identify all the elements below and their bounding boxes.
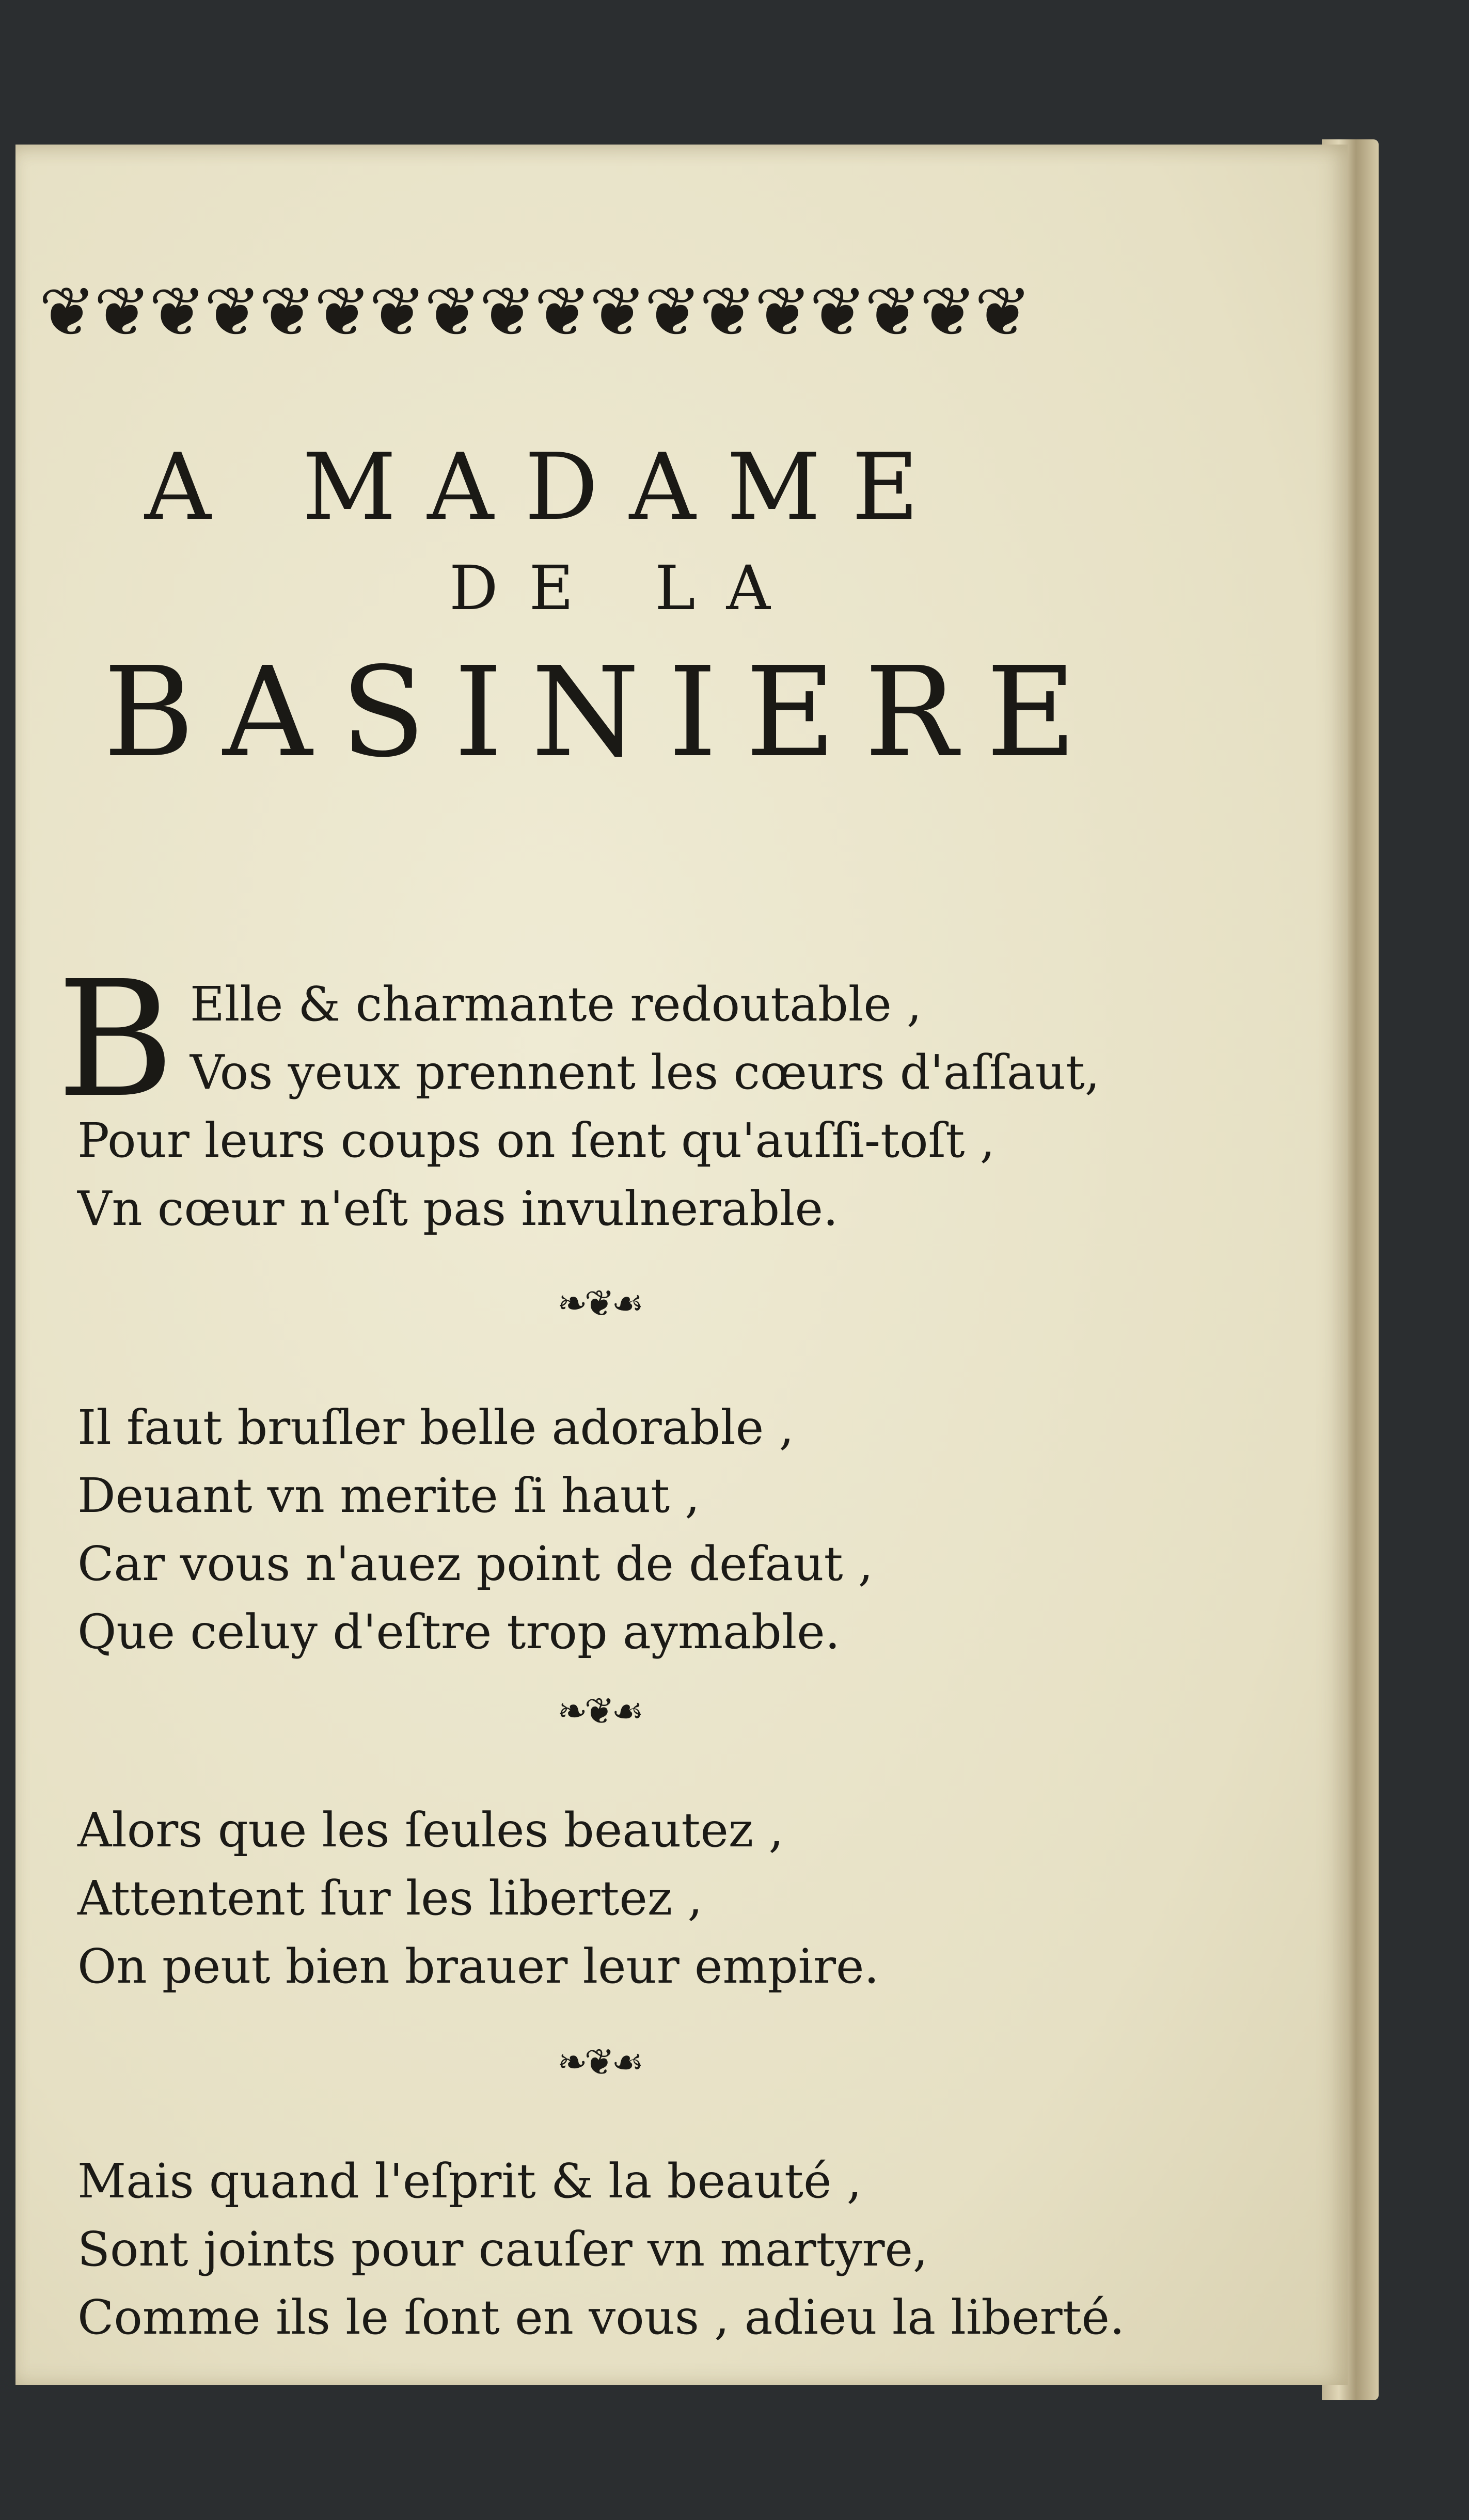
title-line-2: DE LA — [449, 552, 801, 624]
verse-line: Il faut bruſler belle adorable , — [77, 1400, 794, 1455]
title-line-3: BASINIERE — [103, 640, 1105, 785]
verse-line: Sont joints pour cauſer vn martyre, — [77, 2222, 928, 2277]
ornament-divider-1: ❧❦☙ — [557, 1282, 641, 1325]
drop-cap: B — [57, 947, 175, 1133]
verse-line: Deuant vn merite ſi haut , — [77, 1468, 700, 1523]
verse-line: Alors que les ſeules beautez , — [77, 1803, 784, 1858]
ornament-divider-2: ❧❦☙ — [557, 1690, 641, 1732]
stanza-3 — [26, 1796, 1317, 2001]
fleuron-ornament-band: ❦❦❦❦❦❦❦❦❦❦❦❦❦❦❦❦❦❦ — [39, 274, 1030, 351]
stanza-2 — [26, 1394, 1317, 1666]
verse-line: Mais quand l'eſprit & la beauté , — [77, 2154, 862, 2209]
verse-line: Comme ils le ſont en vous , adieu la liberté. — [77, 2290, 1125, 2345]
stanza-1 — [26, 947, 1265, 1243]
title-line-1: A MADAME — [145, 434, 950, 540]
book-page — [15, 145, 1348, 2385]
verse-line: Que celuy d'eſtre trop aymable. — [77, 1604, 840, 1660]
verse-line: Elle & charmante redoutable , — [189, 977, 922, 1032]
verse-line: On peut bien brauer leur empire. — [77, 1939, 879, 1994]
verse-line: Vos yeux prennent les cœurs d'aſſaut, — [189, 1045, 1100, 1100]
verse-line: Vn cœur n'eſt pas invulnerable. — [77, 1181, 839, 1236]
verse-line: Pour leurs coups on ſent qu'auſſi-toſt , — [77, 1113, 995, 1168]
ornament-divider-3: ❧❦☙ — [557, 2041, 641, 2083]
verse-line: Car vous n'auez point de defaut , — [77, 1536, 874, 1591]
stanza-4 — [26, 2147, 1317, 2352]
verse-line: Attentent ſur les libertez , — [77, 1871, 703, 1926]
